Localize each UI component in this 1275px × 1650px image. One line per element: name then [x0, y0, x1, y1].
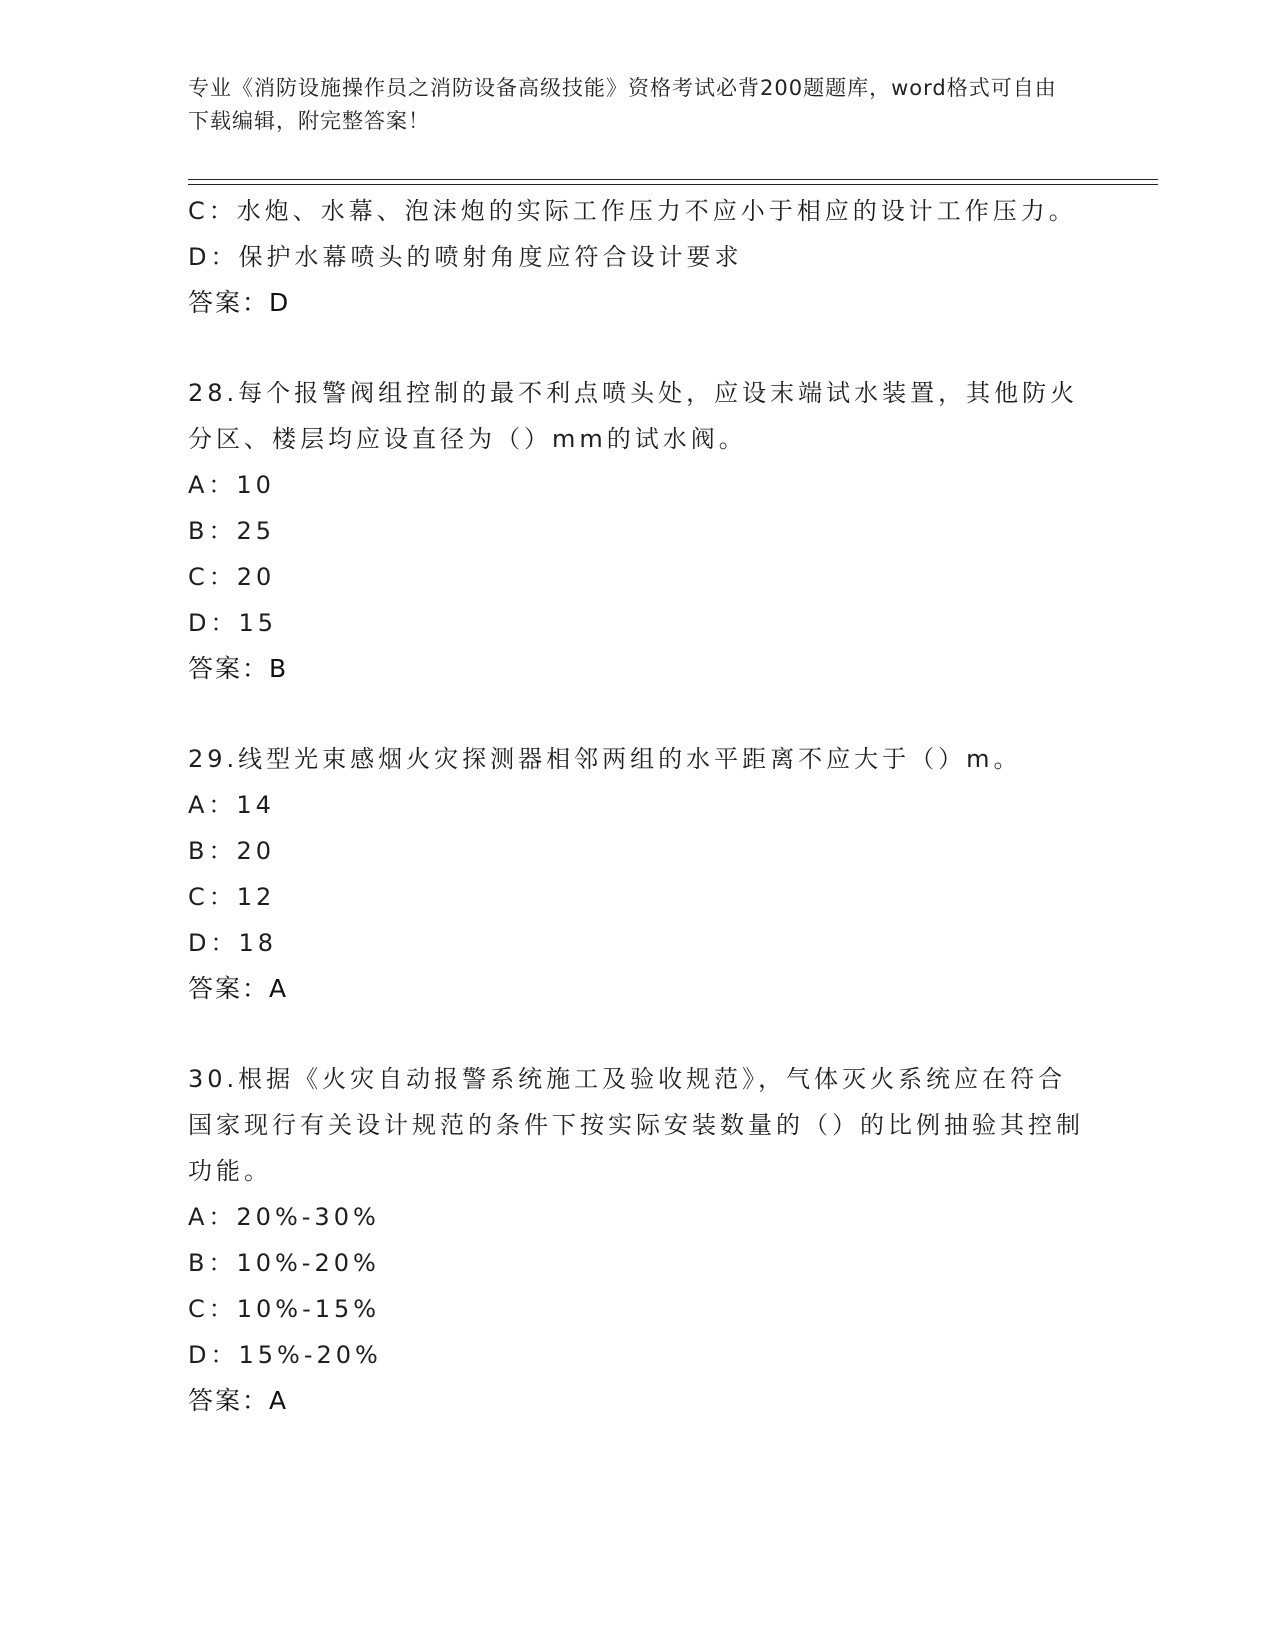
spacer: [188, 692, 1088, 736]
question-29: [188, 736, 1088, 1012]
option-a: A：20%-30%: [188, 1203, 380, 1231]
option-a: A：10: [188, 471, 275, 499]
option-d: D：保护水幕喷头的喷射角度应符合设计要求: [188, 243, 743, 271]
option-c: C：20: [188, 563, 276, 591]
option-a: A：14: [188, 791, 275, 819]
option-c: C：水炮、水幕、泡沫炮的实际工作压力不应小于相应的设计工作压力。: [188, 197, 1077, 225]
answer: 答案：A: [188, 974, 289, 1003]
question-stem: 30.根据《火灾自动报警系统施工及验收规范》，气体灭火系统应在符合国家现行有关设计规范的条件下按实际安装数量的（）的比例抽验其控制功能。: [188, 1065, 1084, 1185]
question-list: [188, 188, 1088, 1424]
option-b: B：20: [188, 837, 276, 865]
header-rule-top: [188, 179, 1158, 180]
question-28: [188, 370, 1088, 692]
option-d: D：15: [188, 609, 278, 637]
answer: 答案：D: [188, 288, 291, 317]
option-c: C：12: [188, 883, 276, 911]
document-header: 专业《消防设施操作员之消防设备高级技能》资格考试必背200题题库，word格式可自由下载编辑，附完整答案！: [188, 76, 1057, 133]
option-d: D：18: [188, 929, 278, 957]
answer: 答案：B: [188, 654, 289, 683]
question-30: [188, 1056, 1088, 1424]
option-b: B：10%-20%: [188, 1249, 380, 1277]
option-b: B：25: [188, 517, 276, 545]
question-27-continued: [188, 188, 1088, 326]
question-stem: 28.每个报警阀组控制的最不利点喷头处，应设末端试水装置，其他防火分区、楼层均应设直径为（）mm的试水阀。: [188, 379, 1079, 453]
answer: 答案：A: [188, 1386, 289, 1415]
option-c: C：10%-15%: [188, 1295, 381, 1323]
question-stem: 29.线型光束感烟火灾探测器相邻两组的水平距离不应大于（）m。: [188, 745, 1022, 773]
header-rule-bottom: [188, 184, 1158, 185]
spacer: [188, 326, 1088, 370]
option-d: D：15%-20%: [188, 1341, 382, 1369]
spacer: [188, 1012, 1088, 1056]
